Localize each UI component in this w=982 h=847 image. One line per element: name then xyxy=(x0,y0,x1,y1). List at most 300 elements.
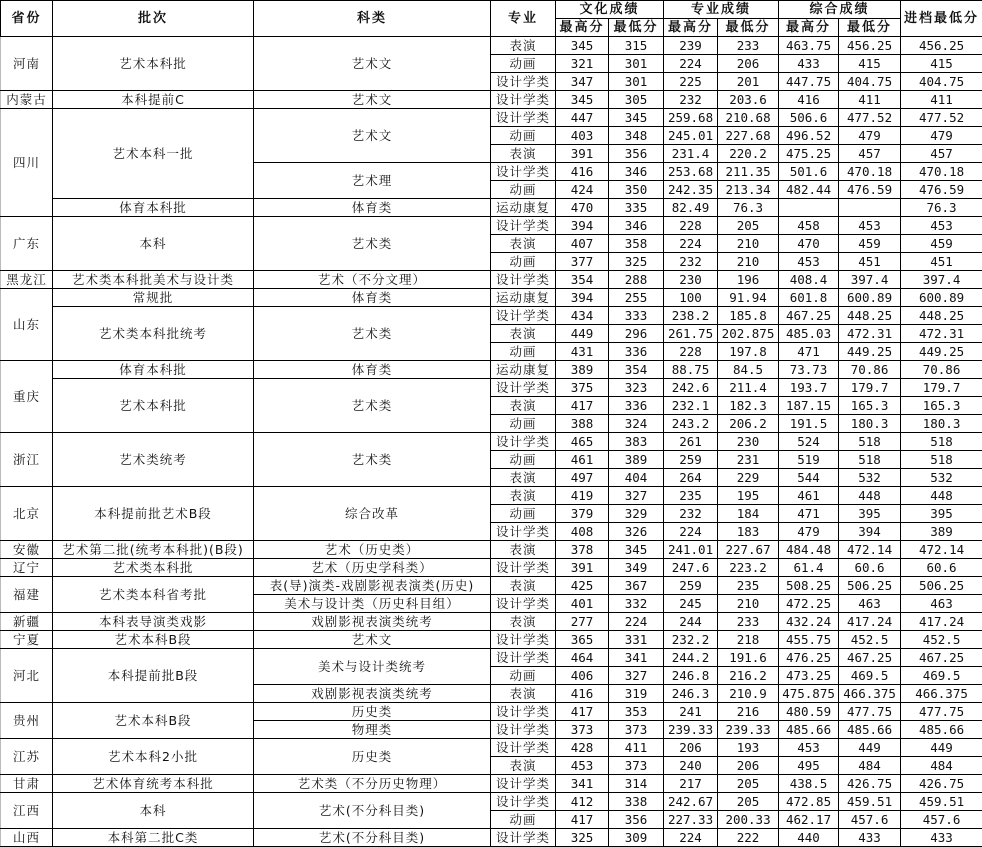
cell-composite-max: 193.7 xyxy=(779,379,839,397)
cell-professional-min: 216 xyxy=(718,703,779,721)
cell-province: 新疆 xyxy=(1,613,53,631)
cell-professional-min: 218 xyxy=(718,631,779,649)
cell-composite-max: 471 xyxy=(779,505,839,523)
cell-professional-min: 191.6 xyxy=(718,649,779,667)
cell-culture-max: 428 xyxy=(556,739,609,757)
cell-major: 表演 xyxy=(491,37,556,55)
cell-culture-min: 373 xyxy=(609,721,664,739)
cell-admit-min: 600.89 xyxy=(901,289,982,307)
cell-professional-min: 211.4 xyxy=(718,379,779,397)
cell-composite-max: 432.24 xyxy=(779,613,839,631)
cell-culture-min: 323 xyxy=(609,379,664,397)
cell-composite-min: 469.5 xyxy=(839,667,901,685)
cell-admit-min: 165.3 xyxy=(901,397,982,415)
cell-admit-min: 477.52 xyxy=(901,109,982,127)
cell-culture-max: 373 xyxy=(556,721,609,739)
cell-admit-min: 477.75 xyxy=(901,703,982,721)
cell-major: 动画 xyxy=(491,253,556,271)
cell-culture-min: 373 xyxy=(609,757,664,775)
cell-composite-max: 506.6 xyxy=(779,109,839,127)
cell-composite-max: 495 xyxy=(779,757,839,775)
cell-category: 体育类 xyxy=(254,361,491,379)
cell-admit-min: 532 xyxy=(901,469,982,487)
cell-professional-max: 217 xyxy=(664,775,718,793)
cell-composite-min: 459.51 xyxy=(839,793,901,811)
cell-admit-min: 452.5 xyxy=(901,631,982,649)
cell-professional-min: 220.2 xyxy=(718,145,779,163)
cell-admit-min: 453 xyxy=(901,217,982,235)
cell-culture-min: 332 xyxy=(609,595,664,613)
cell-composite-min: 472.14 xyxy=(839,541,901,559)
cell-category: 体育类 xyxy=(254,199,491,217)
cell-admit-min: 426.75 xyxy=(901,775,982,793)
cell-admit-min: 389 xyxy=(901,523,982,541)
table-row xyxy=(1,487,982,505)
table-row xyxy=(1,613,982,631)
cell-professional-min: 210 xyxy=(718,253,779,271)
cell-admit-min: 411 xyxy=(901,91,982,109)
cell-culture-max: 497 xyxy=(556,469,609,487)
cell-admit-min: 60.6 xyxy=(901,559,982,577)
cell-province: 四川 xyxy=(1,109,53,217)
cell-culture-min: 356 xyxy=(609,811,664,829)
table-row xyxy=(1,829,982,847)
cell-composite-min: 433 xyxy=(839,829,901,847)
cell-batch: 本科提前批B段 xyxy=(53,649,254,703)
cell-culture-max: 425 xyxy=(556,577,609,595)
cell-composite-min: 165.3 xyxy=(839,397,901,415)
cell-professional-min: 201 xyxy=(718,73,779,91)
cell-culture-min: 333 xyxy=(609,307,664,325)
cell-culture-min: 346 xyxy=(609,217,664,235)
cell-category: 戏剧影视表演类统考 xyxy=(254,613,491,631)
cell-batch: 艺术类本科批统考 xyxy=(53,307,254,361)
cell-culture-max: 394 xyxy=(556,289,609,307)
cell-composite-min: 180.3 xyxy=(839,415,901,433)
table-row xyxy=(1,361,982,379)
cell-professional-max: 224 xyxy=(664,235,718,253)
cell-category: 美术与设计类（历史科目组） xyxy=(254,595,491,613)
cell-professional-max: 244 xyxy=(664,613,718,631)
cell-composite-min: 70.86 xyxy=(839,361,901,379)
cell-culture-min: 383 xyxy=(609,433,664,451)
table-row xyxy=(1,217,982,235)
cell-professional-max: 253.68 xyxy=(664,163,718,181)
cell-professional-min: 197.8 xyxy=(718,343,779,361)
cell-professional-min: 200.33 xyxy=(718,811,779,829)
table-row xyxy=(1,577,982,595)
header-professional-max: 最高分 xyxy=(664,19,718,37)
cell-composite-max: 458 xyxy=(779,217,839,235)
cell-culture-min: 356 xyxy=(609,145,664,163)
cell-province: 辽宁 xyxy=(1,559,53,577)
cell-composite-min: 532 xyxy=(839,469,901,487)
cell-culture-max: 406 xyxy=(556,667,609,685)
cell-culture-min: 336 xyxy=(609,343,664,361)
cell-culture-min: 336 xyxy=(609,397,664,415)
cell-professional-min: 203.6 xyxy=(718,91,779,109)
cell-major: 动画 xyxy=(491,343,556,361)
cell-professional-min: 205 xyxy=(718,793,779,811)
cell-batch: 艺术类本科批美术与设计类 xyxy=(53,271,254,289)
cell-culture-max: 375 xyxy=(556,379,609,397)
cell-professional-max: 235 xyxy=(664,487,718,505)
cell-professional-max: 246.8 xyxy=(664,667,718,685)
cell-composite-max: 544 xyxy=(779,469,839,487)
cell-category: 艺术类 xyxy=(254,217,491,271)
cell-professional-max: 206 xyxy=(664,739,718,757)
cell-batch: 本科提前C xyxy=(53,91,254,109)
cell-professional-min: 210.68 xyxy=(718,109,779,127)
cell-admit-min: 76.3 xyxy=(901,199,982,217)
cell-batch: 艺术本科批 xyxy=(53,379,254,433)
cell-category: 艺术类 xyxy=(254,379,491,433)
cell-professional-min: 205 xyxy=(718,217,779,235)
cell-culture-min: 327 xyxy=(609,487,664,505)
header-culture-max: 最高分 xyxy=(556,19,609,37)
cell-admit-min: 180.3 xyxy=(901,415,982,433)
cell-culture-max: 401 xyxy=(556,595,609,613)
table-row xyxy=(1,91,982,109)
cell-composite-min: 411 xyxy=(839,91,901,109)
cell-composite-max: 453 xyxy=(779,739,839,757)
cell-category: 艺术理 xyxy=(254,163,491,199)
cell-culture-min: 341 xyxy=(609,649,664,667)
cell-professional-max: 246.3 xyxy=(664,685,718,703)
cell-admit-min: 467.25 xyxy=(901,649,982,667)
cell-professional-min: 227.67 xyxy=(718,541,779,559)
cell-culture-max: 449 xyxy=(556,325,609,343)
cell-culture-min: 315 xyxy=(609,37,664,55)
cell-composite-min: 457.6 xyxy=(839,811,901,829)
cell-major: 动画 xyxy=(491,667,556,685)
cell-category: 艺术文 xyxy=(254,631,491,649)
cell-composite-max: 408.4 xyxy=(779,271,839,289)
cell-culture-min: 411 xyxy=(609,739,664,757)
cell-category: 历史类 xyxy=(254,703,491,721)
cell-composite-max: 455.75 xyxy=(779,631,839,649)
table-row xyxy=(1,433,982,451)
cell-composite-min: 395 xyxy=(839,505,901,523)
cell-culture-min: 345 xyxy=(609,541,664,559)
cell-culture-min: 325 xyxy=(609,253,664,271)
cell-composite-min: 466.375 xyxy=(839,685,901,703)
cell-culture-min: 296 xyxy=(609,325,664,343)
cell-composite-min: 404.75 xyxy=(839,73,901,91)
cell-category: 艺术文 xyxy=(254,91,491,109)
cell-category: 综合改革 xyxy=(254,487,491,541)
cell-admit-min: 70.86 xyxy=(901,361,982,379)
cell-composite-max: 524 xyxy=(779,433,839,451)
table-row xyxy=(1,649,982,667)
cell-composite-min: 449 xyxy=(839,739,901,757)
cell-professional-max: 224 xyxy=(664,55,718,73)
cell-batch: 艺术本科2小批 xyxy=(53,739,254,775)
cell-culture-max: 416 xyxy=(556,685,609,703)
cell-major: 表演 xyxy=(491,469,556,487)
header-professional: 专业成绩 xyxy=(664,1,779,19)
cell-composite-min: 457 xyxy=(839,145,901,163)
cell-composite-min: 484 xyxy=(839,757,901,775)
cell-culture-min: 327 xyxy=(609,667,664,685)
cell-professional-min: 183 xyxy=(718,523,779,541)
table-row xyxy=(1,703,982,721)
cell-admit-min: 459.51 xyxy=(901,793,982,811)
cell-admit-min: 395 xyxy=(901,505,982,523)
cell-professional-min: 233 xyxy=(718,613,779,631)
cell-admit-min: 397.4 xyxy=(901,271,982,289)
cell-culture-max: 461 xyxy=(556,451,609,469)
cell-composite-min: 179.7 xyxy=(839,379,901,397)
cell-major: 表演 xyxy=(491,541,556,559)
cell-composite-max: 476.25 xyxy=(779,649,839,667)
cell-professional-max: 230 xyxy=(664,271,718,289)
cell-professional-max: 82.49 xyxy=(664,199,718,217)
cell-composite-min: 451 xyxy=(839,253,901,271)
cell-culture-max: 378 xyxy=(556,541,609,559)
cell-major: 设计学类 xyxy=(491,307,556,325)
cell-major: 设计学类 xyxy=(491,523,556,541)
cell-composite-min: 476.59 xyxy=(839,181,901,199)
cell-category: 艺术文 xyxy=(254,37,491,91)
cell-province: 广东 xyxy=(1,217,53,271)
cell-professional-min: 227.68 xyxy=(718,127,779,145)
cell-composite-max: 438.5 xyxy=(779,775,839,793)
cell-admit-min: 448 xyxy=(901,487,982,505)
cell-major: 运动康复 xyxy=(491,289,556,307)
cell-admit-min: 518 xyxy=(901,451,982,469)
cell-major: 运动康复 xyxy=(491,361,556,379)
cell-province: 江苏 xyxy=(1,739,53,775)
cell-admit-min: 404.75 xyxy=(901,73,982,91)
cell-composite-max: 475.875 xyxy=(779,685,839,703)
cell-category: 艺术类（不分历史物理） xyxy=(254,775,491,793)
cell-professional-max: 259.68 xyxy=(664,109,718,127)
cell-province: 内蒙古 xyxy=(1,91,53,109)
cell-admit-min: 415 xyxy=(901,55,982,73)
cell-culture-min: 353 xyxy=(609,703,664,721)
cell-culture-max: 377 xyxy=(556,253,609,271)
cell-professional-max: 231.4 xyxy=(664,145,718,163)
cell-province: 重庆 xyxy=(1,361,53,433)
cell-admit-min: 472.14 xyxy=(901,541,982,559)
cell-composite-max: 496.52 xyxy=(779,127,839,145)
cell-composite-min: 397.4 xyxy=(839,271,901,289)
cell-culture-max: 341 xyxy=(556,775,609,793)
cell-professional-min: 223.2 xyxy=(718,559,779,577)
table-body xyxy=(1,37,982,847)
cell-professional-min: 184 xyxy=(718,505,779,523)
cell-culture-max: 345 xyxy=(556,91,609,109)
cell-batch: 艺术本科B段 xyxy=(53,631,254,649)
cell-culture-max: 431 xyxy=(556,343,609,361)
table-row xyxy=(1,559,982,577)
cell-composite-min: 518 xyxy=(839,451,901,469)
cell-composite-max: 416 xyxy=(779,91,839,109)
cell-category: 艺术(不分科目类) xyxy=(254,829,491,847)
cell-admit-min: 417.24 xyxy=(901,613,982,631)
cell-major: 表演 xyxy=(491,325,556,343)
cell-culture-max: 389 xyxy=(556,361,609,379)
cell-composite-max: 471 xyxy=(779,343,839,361)
cell-culture-max: 277 xyxy=(556,613,609,631)
cell-composite-max: 482.44 xyxy=(779,181,839,199)
cell-major: 表演 xyxy=(491,145,556,163)
cell-composite-min: 452.5 xyxy=(839,631,901,649)
cell-composite-min: 448 xyxy=(839,487,901,505)
cell-batch: 本科 xyxy=(53,793,254,829)
cell-culture-min: 305 xyxy=(609,91,664,109)
cell-major: 设计学类 xyxy=(491,163,556,181)
cell-category: 艺术（不分文理） xyxy=(254,271,491,289)
cell-category: 艺术(不分科目类) xyxy=(254,793,491,829)
cell-culture-max: 347 xyxy=(556,73,609,91)
cell-professional-min: 216.2 xyxy=(718,667,779,685)
cell-major: 表演 xyxy=(491,487,556,505)
cell-province: 贵州 xyxy=(1,703,53,739)
table-row xyxy=(1,307,982,325)
cell-composite-max: 601.8 xyxy=(779,289,839,307)
cell-professional-min: 210 xyxy=(718,595,779,613)
header-composite-min: 最低分 xyxy=(839,19,901,37)
cell-professional-max: 100 xyxy=(664,289,718,307)
cell-composite-max: 472.85 xyxy=(779,793,839,811)
cell-culture-max: 407 xyxy=(556,235,609,253)
table-row xyxy=(1,289,982,307)
cell-category: 美术与设计类统考 xyxy=(254,649,491,685)
cell-professional-min: 239.33 xyxy=(718,721,779,739)
cell-composite-max: 470 xyxy=(779,235,839,253)
cell-composite-min: 506.25 xyxy=(839,577,901,595)
cell-professional-max: 261 xyxy=(664,433,718,451)
cell-professional-max: 240 xyxy=(664,757,718,775)
cell-major: 设计学类 xyxy=(491,721,556,739)
cell-composite-max: 475.25 xyxy=(779,145,839,163)
cell-major: 设计学类 xyxy=(491,595,556,613)
table-row xyxy=(1,271,982,289)
cell-culture-min: 224 xyxy=(609,613,664,631)
cell-composite-min: 479 xyxy=(839,127,901,145)
cell-composite-min xyxy=(839,199,901,217)
cell-composite-max: 485.66 xyxy=(779,721,839,739)
cell-culture-min: 346 xyxy=(609,163,664,181)
header-composite: 综合成绩 xyxy=(779,1,901,19)
cell-professional-min: 193 xyxy=(718,739,779,757)
cell-admit-min: 433 xyxy=(901,829,982,847)
cell-composite-max: 501.6 xyxy=(779,163,839,181)
cell-province: 北京 xyxy=(1,487,53,541)
cell-composite-max: 467.25 xyxy=(779,307,839,325)
cell-professional-min: 230 xyxy=(718,433,779,451)
cell-composite-max: 462.17 xyxy=(779,811,839,829)
cell-culture-max: 417 xyxy=(556,811,609,829)
cell-culture-max: 345 xyxy=(556,37,609,55)
cell-composite-min: 477.52 xyxy=(839,109,901,127)
cell-culture-min: 367 xyxy=(609,577,664,595)
cell-professional-max: 232 xyxy=(664,253,718,271)
cell-culture-max: 394 xyxy=(556,217,609,235)
cell-culture-max: 321 xyxy=(556,55,609,73)
cell-composite-min: 453 xyxy=(839,217,901,235)
cell-major: 设计学类 xyxy=(491,829,556,847)
cell-professional-max: 225 xyxy=(664,73,718,91)
cell-major: 设计学类 xyxy=(491,91,556,109)
cell-culture-min: 314 xyxy=(609,775,664,793)
cell-professional-max: 247.6 xyxy=(664,559,718,577)
cell-composite-max: 453 xyxy=(779,253,839,271)
table-row xyxy=(1,631,982,649)
cell-culture-max: 419 xyxy=(556,487,609,505)
cell-professional-max: 88.75 xyxy=(664,361,718,379)
cell-composite-max: 508.25 xyxy=(779,577,839,595)
cell-batch: 艺术体育统考本科批 xyxy=(53,775,254,793)
cell-composite-max: 73.73 xyxy=(779,361,839,379)
cell-batch: 常规批 xyxy=(53,289,254,307)
cell-province: 甘肃 xyxy=(1,775,53,793)
cell-culture-max: 447 xyxy=(556,109,609,127)
cell-culture-max: 434 xyxy=(556,307,609,325)
table-row xyxy=(1,775,982,793)
cell-composite-max: 463.75 xyxy=(779,37,839,55)
cell-professional-max: 259 xyxy=(664,577,718,595)
cell-category: 历史类 xyxy=(254,739,491,775)
cell-professional-min: 196 xyxy=(718,271,779,289)
header-major: 专业 xyxy=(491,1,556,37)
cell-admit-min: 457.6 xyxy=(901,811,982,829)
cell-composite-max: 461 xyxy=(779,487,839,505)
cell-admit-min: 484 xyxy=(901,757,982,775)
cell-major: 表演 xyxy=(491,577,556,595)
cell-major: 设计学类 xyxy=(491,433,556,451)
cell-province: 黑龙江 xyxy=(1,271,53,289)
header-composite-max: 最高分 xyxy=(779,19,839,37)
cell-culture-max: 365 xyxy=(556,631,609,649)
cell-major: 设计学类 xyxy=(491,649,556,667)
cell-professional-min: 195 xyxy=(718,487,779,505)
cell-professional-max: 242.67 xyxy=(664,793,718,811)
header-province: 省份 xyxy=(1,1,53,37)
cell-admit-min: 469.5 xyxy=(901,667,982,685)
cell-province: 江西 xyxy=(1,793,53,829)
cell-professional-max: 232.2 xyxy=(664,631,718,649)
cell-category: 物理类 xyxy=(254,721,491,739)
cell-culture-min: 345 xyxy=(609,109,664,127)
cell-composite-min: 477.75 xyxy=(839,703,901,721)
cell-admit-min: 518 xyxy=(901,433,982,451)
cell-province: 福建 xyxy=(1,577,53,613)
cell-culture-max: 416 xyxy=(556,163,609,181)
cell-admit-min: 485.66 xyxy=(901,721,982,739)
table-row xyxy=(1,37,982,55)
cell-professional-max: 243.2 xyxy=(664,415,718,433)
cell-culture-min: 301 xyxy=(609,55,664,73)
cell-culture-min: 331 xyxy=(609,631,664,649)
cell-category: 艺术（历史学科类） xyxy=(254,559,491,577)
cell-culture-max: 391 xyxy=(556,559,609,577)
table-row xyxy=(1,739,982,757)
cell-professional-min: 76.3 xyxy=(718,199,779,217)
table-row xyxy=(1,541,982,559)
cell-culture-max: 325 xyxy=(556,829,609,847)
cell-composite-max: 484.48 xyxy=(779,541,839,559)
cell-major: 设计学类 xyxy=(491,559,556,577)
header-culture: 文化成绩 xyxy=(556,1,664,19)
cell-composite-min: 456.25 xyxy=(839,37,901,55)
cell-admit-min: 449 xyxy=(901,739,982,757)
cell-professional-min: 91.94 xyxy=(718,289,779,307)
table-row xyxy=(1,793,982,811)
cell-culture-max: 412 xyxy=(556,793,609,811)
